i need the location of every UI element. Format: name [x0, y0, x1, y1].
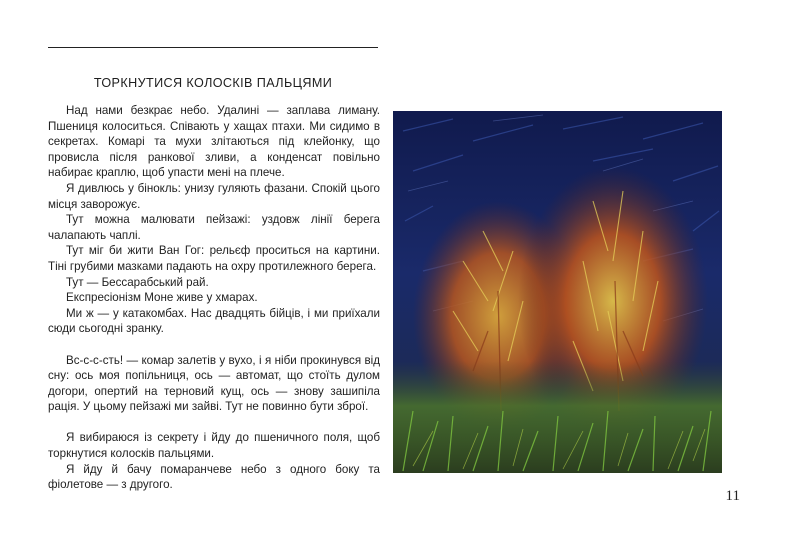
- page-number: 11: [725, 488, 740, 504]
- paragraph: Тут можна малювати пейзажі: уздовж лінії берега чалапають чаплі.: [48, 213, 380, 242]
- painting-canvas: [393, 111, 722, 473]
- chapter-title: ТОРКНУТИСЯ КОЛОСКІВ ПАЛЬЦЯМИ: [93, 76, 333, 90]
- body-text: [48, 103, 380, 493]
- paragraph: Тут міг би жити Ван Гог: рельєф проситься на картини. Тіні грубими мазками падають на охру протилежного берега.: [48, 244, 380, 273]
- paragraph: Я дивлюсь у бінокль: унизу гуляють фазани. Спокій цього місця заворожує.: [48, 181, 380, 211]
- top-rule: [48, 47, 378, 48]
- paragraph: Вс-с-с-сть! — комар залетів у вухо, і я ніби прокинувся від сну: ось моя попільниця, ось — автомат, що стоїть дулом догори, опертий на терновий кущ, ось — знову зашипіла рація. У цьому пейзажі ми зайві. Тут не повинно бути зброї.: [48, 353, 380, 414]
- paragraph: Експресіонізм Моне живе у хмарах.: [66, 291, 258, 305]
- paragraph: Над нами безкрає небо. Удалині — заплава лиману. Пшениця колоситься. Співають у хащах птахи. Ми сидимо в секретах. Комарі та мухи злітаються під клейонку, що провисла після ранкової зливи, а конденсат повільно набирає краплю, щоб упасти мені на плече.: [48, 104, 380, 180]
- paragraph: Ми ж — у катакомбах. Нас двадцять бійців, і ми приїхали сюди сьогодні зранку.: [48, 306, 380, 336]
- paragraph: Я вибираюся із секрету і йду до пшеничного поля, щоб торкнутися колосків пальцями.: [48, 431, 380, 461]
- section-gap: [48, 337, 380, 353]
- paragraph: Тут — Бессарабський рай.: [66, 275, 209, 289]
- painting-illustration: [393, 111, 722, 473]
- paragraph: Я йду й бачу помаранчеве небо з одного боку та фіолетове — з другого.: [48, 462, 380, 492]
- section-gap: [48, 415, 380, 431]
